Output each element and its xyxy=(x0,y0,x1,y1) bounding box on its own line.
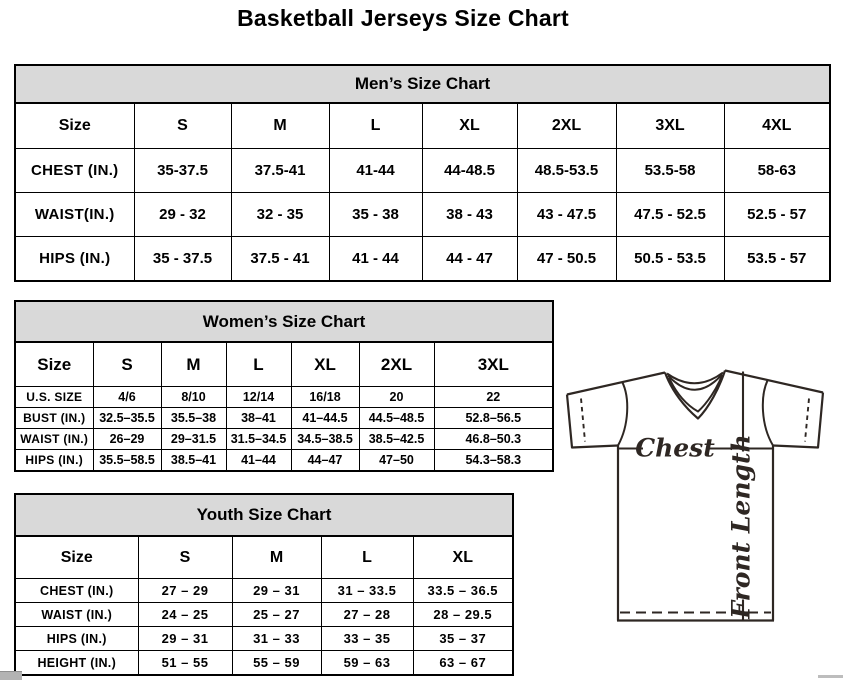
column-header: M xyxy=(161,342,226,387)
column-header: S xyxy=(138,536,232,579)
column-header: 2XL xyxy=(359,342,434,387)
size-value-cell: 29 – 31 xyxy=(232,579,321,603)
row-label: WAIST (IN.) xyxy=(15,603,138,627)
size-value-cell: 16/18 xyxy=(291,387,359,408)
table-row xyxy=(15,627,513,651)
row-label: CHEST (IN.) xyxy=(15,149,134,193)
size-value-cell: 31 – 33 xyxy=(232,627,321,651)
table-title: Women’s Size Chart xyxy=(15,301,553,342)
size-value-cell: 37.5 - 41 xyxy=(231,237,329,282)
size-value-cell: 44-48.5 xyxy=(422,149,517,193)
right-sleeve-cuff-dashed-line xyxy=(805,399,809,442)
column-header: M xyxy=(231,103,329,149)
size-value-cell: 32 - 35 xyxy=(231,193,329,237)
size-value-cell: 52.8–56.5 xyxy=(434,408,553,429)
scrollbar-fragment-bottom-right xyxy=(818,675,843,678)
jersey-right-shoulder-line xyxy=(725,371,823,393)
size-value-cell: 38–41 xyxy=(226,408,291,429)
size-value-cell: 52.5 - 57 xyxy=(724,193,830,237)
front-length-label: Front Length xyxy=(726,434,756,619)
column-header: M xyxy=(232,536,321,579)
size-value-cell: 12/14 xyxy=(226,387,291,408)
column-header: 3XL xyxy=(434,342,553,387)
size-value-cell: 29 - 32 xyxy=(134,193,231,237)
row-label: BUST (IN.) xyxy=(15,408,93,429)
size-value-cell: 29 – 31 xyxy=(138,627,232,651)
size-value-cell: 26–29 xyxy=(93,429,161,450)
row-label: WAIST(IN.) xyxy=(15,193,134,237)
size-value-cell: 37.5-41 xyxy=(231,149,329,193)
table-row xyxy=(15,387,553,408)
size-value-cell: 63 – 67 xyxy=(413,651,513,676)
column-header: XL xyxy=(291,342,359,387)
size-value-cell: 25 – 27 xyxy=(232,603,321,627)
column-header: L xyxy=(321,536,413,579)
table-title: Men’s Size Chart xyxy=(15,65,830,103)
size-value-cell: 33.5 – 36.5 xyxy=(413,579,513,603)
size-value-cell: 38.5–41 xyxy=(161,450,226,472)
table-row xyxy=(15,429,553,450)
size-value-cell: 27 – 28 xyxy=(321,603,413,627)
size-value-cell: 27 – 29 xyxy=(138,579,232,603)
size-value-cell: 53.5-58 xyxy=(616,149,724,193)
size-value-cell: 33 – 35 xyxy=(321,627,413,651)
size-value-cell: 28 – 29.5 xyxy=(413,603,513,627)
row-label: HIPS (IN.) xyxy=(15,237,134,282)
column-header: 3XL xyxy=(616,103,724,149)
size-value-cell: 38 - 43 xyxy=(422,193,517,237)
column-header: 2XL xyxy=(517,103,616,149)
column-header: L xyxy=(226,342,291,387)
size-value-cell: 46.8–50.3 xyxy=(434,429,553,450)
jersey-left-sleeve-outline xyxy=(567,395,618,448)
size-value-cell: 47.5 - 52.5 xyxy=(616,193,724,237)
table-row xyxy=(15,603,513,627)
table-row xyxy=(15,237,830,282)
column-header: 4XL xyxy=(724,103,830,149)
column-header: XL xyxy=(413,536,513,579)
size-value-cell: 43 - 47.5 xyxy=(517,193,616,237)
collar-top-arc-inner xyxy=(668,375,722,390)
page-title: Basketball Jerseys Size Chart xyxy=(237,5,569,31)
size-value-cell: 59 – 63 xyxy=(321,651,413,676)
size-value-cell: 44 - 47 xyxy=(422,237,517,282)
row-label: WAIST (IN.) xyxy=(15,429,93,450)
size-value-cell: 44.5–48.5 xyxy=(359,408,434,429)
size-value-cell: 54.3–58.3 xyxy=(434,450,553,472)
jersey-measurement-diagram xyxy=(557,361,829,624)
size-value-cell: 34.5–38.5 xyxy=(291,429,359,450)
table-row xyxy=(15,450,553,472)
row-label: U.S. SIZE xyxy=(15,387,93,408)
size-value-cell: 53.5 - 57 xyxy=(724,237,830,282)
mens-size-table xyxy=(14,64,831,282)
womens-size-table xyxy=(14,300,554,472)
row-label: HEIGHT (IN.) xyxy=(15,651,138,676)
right-sleeve-seam xyxy=(763,380,773,446)
size-value-cell: 48.5-53.5 xyxy=(517,149,616,193)
table-row xyxy=(15,193,830,237)
size-value-cell: 22 xyxy=(434,387,553,408)
size-value-cell: 51 – 55 xyxy=(138,651,232,676)
size-value-cell: 29–31.5 xyxy=(161,429,226,450)
size-value-cell: 4/6 xyxy=(93,387,161,408)
row-label: HIPS (IN.) xyxy=(15,627,138,651)
size-value-cell: 35 - 38 xyxy=(329,193,422,237)
table-row xyxy=(15,651,513,676)
column-header: XL xyxy=(422,103,517,149)
row-label: CHEST (IN.) xyxy=(15,579,138,603)
column-header: S xyxy=(93,342,161,387)
left-sleeve-seam xyxy=(618,382,627,446)
table-row xyxy=(15,408,553,429)
size-corner-header: Size xyxy=(15,536,138,579)
table-title: Youth Size Chart xyxy=(15,494,513,536)
size-value-cell: 35 - 37.5 xyxy=(134,237,231,282)
table-row xyxy=(15,149,830,193)
size-value-cell: 41-44 xyxy=(329,149,422,193)
size-value-cell: 20 xyxy=(359,387,434,408)
size-value-cell: 50.5 - 53.5 xyxy=(616,237,724,282)
size-value-cell: 41 - 44 xyxy=(329,237,422,282)
youth-size-table xyxy=(14,493,514,676)
row-label: HIPS (IN.) xyxy=(15,450,93,472)
size-value-cell: 38.5–42.5 xyxy=(359,429,434,450)
size-value-cell: 24 – 25 xyxy=(138,603,232,627)
column-header: S xyxy=(134,103,231,149)
size-value-cell: 58-63 xyxy=(724,149,830,193)
size-corner-header: Size xyxy=(15,103,134,149)
chest-label: Chest xyxy=(635,433,715,463)
size-value-cell: 47–50 xyxy=(359,450,434,472)
size-value-cell: 31.5–34.5 xyxy=(226,429,291,450)
size-value-cell: 35.5–58.5 xyxy=(93,450,161,472)
table-row xyxy=(15,579,513,603)
size-value-cell: 35 – 37 xyxy=(413,627,513,651)
size-value-cell: 32.5–35.5 xyxy=(93,408,161,429)
size-value-cell: 41–44 xyxy=(226,450,291,472)
size-value-cell: 35-37.5 xyxy=(134,149,231,193)
size-value-cell: 44–47 xyxy=(291,450,359,472)
size-value-cell: 47 - 50.5 xyxy=(517,237,616,282)
size-value-cell: 41–44.5 xyxy=(291,408,359,429)
jersey-right-sleeve-outline xyxy=(773,393,823,448)
size-value-cell: 8/10 xyxy=(161,387,226,408)
size-value-cell: 55 – 59 xyxy=(232,651,321,676)
size-corner-header: Size xyxy=(15,342,93,387)
column-header: L xyxy=(329,103,422,149)
jersey-left-shoulder-line xyxy=(567,373,665,395)
size-value-cell: 31 – 33.5 xyxy=(321,579,413,603)
left-sleeve-cuff-dashed-line xyxy=(581,399,585,442)
size-value-cell: 35.5–38 xyxy=(161,408,226,429)
